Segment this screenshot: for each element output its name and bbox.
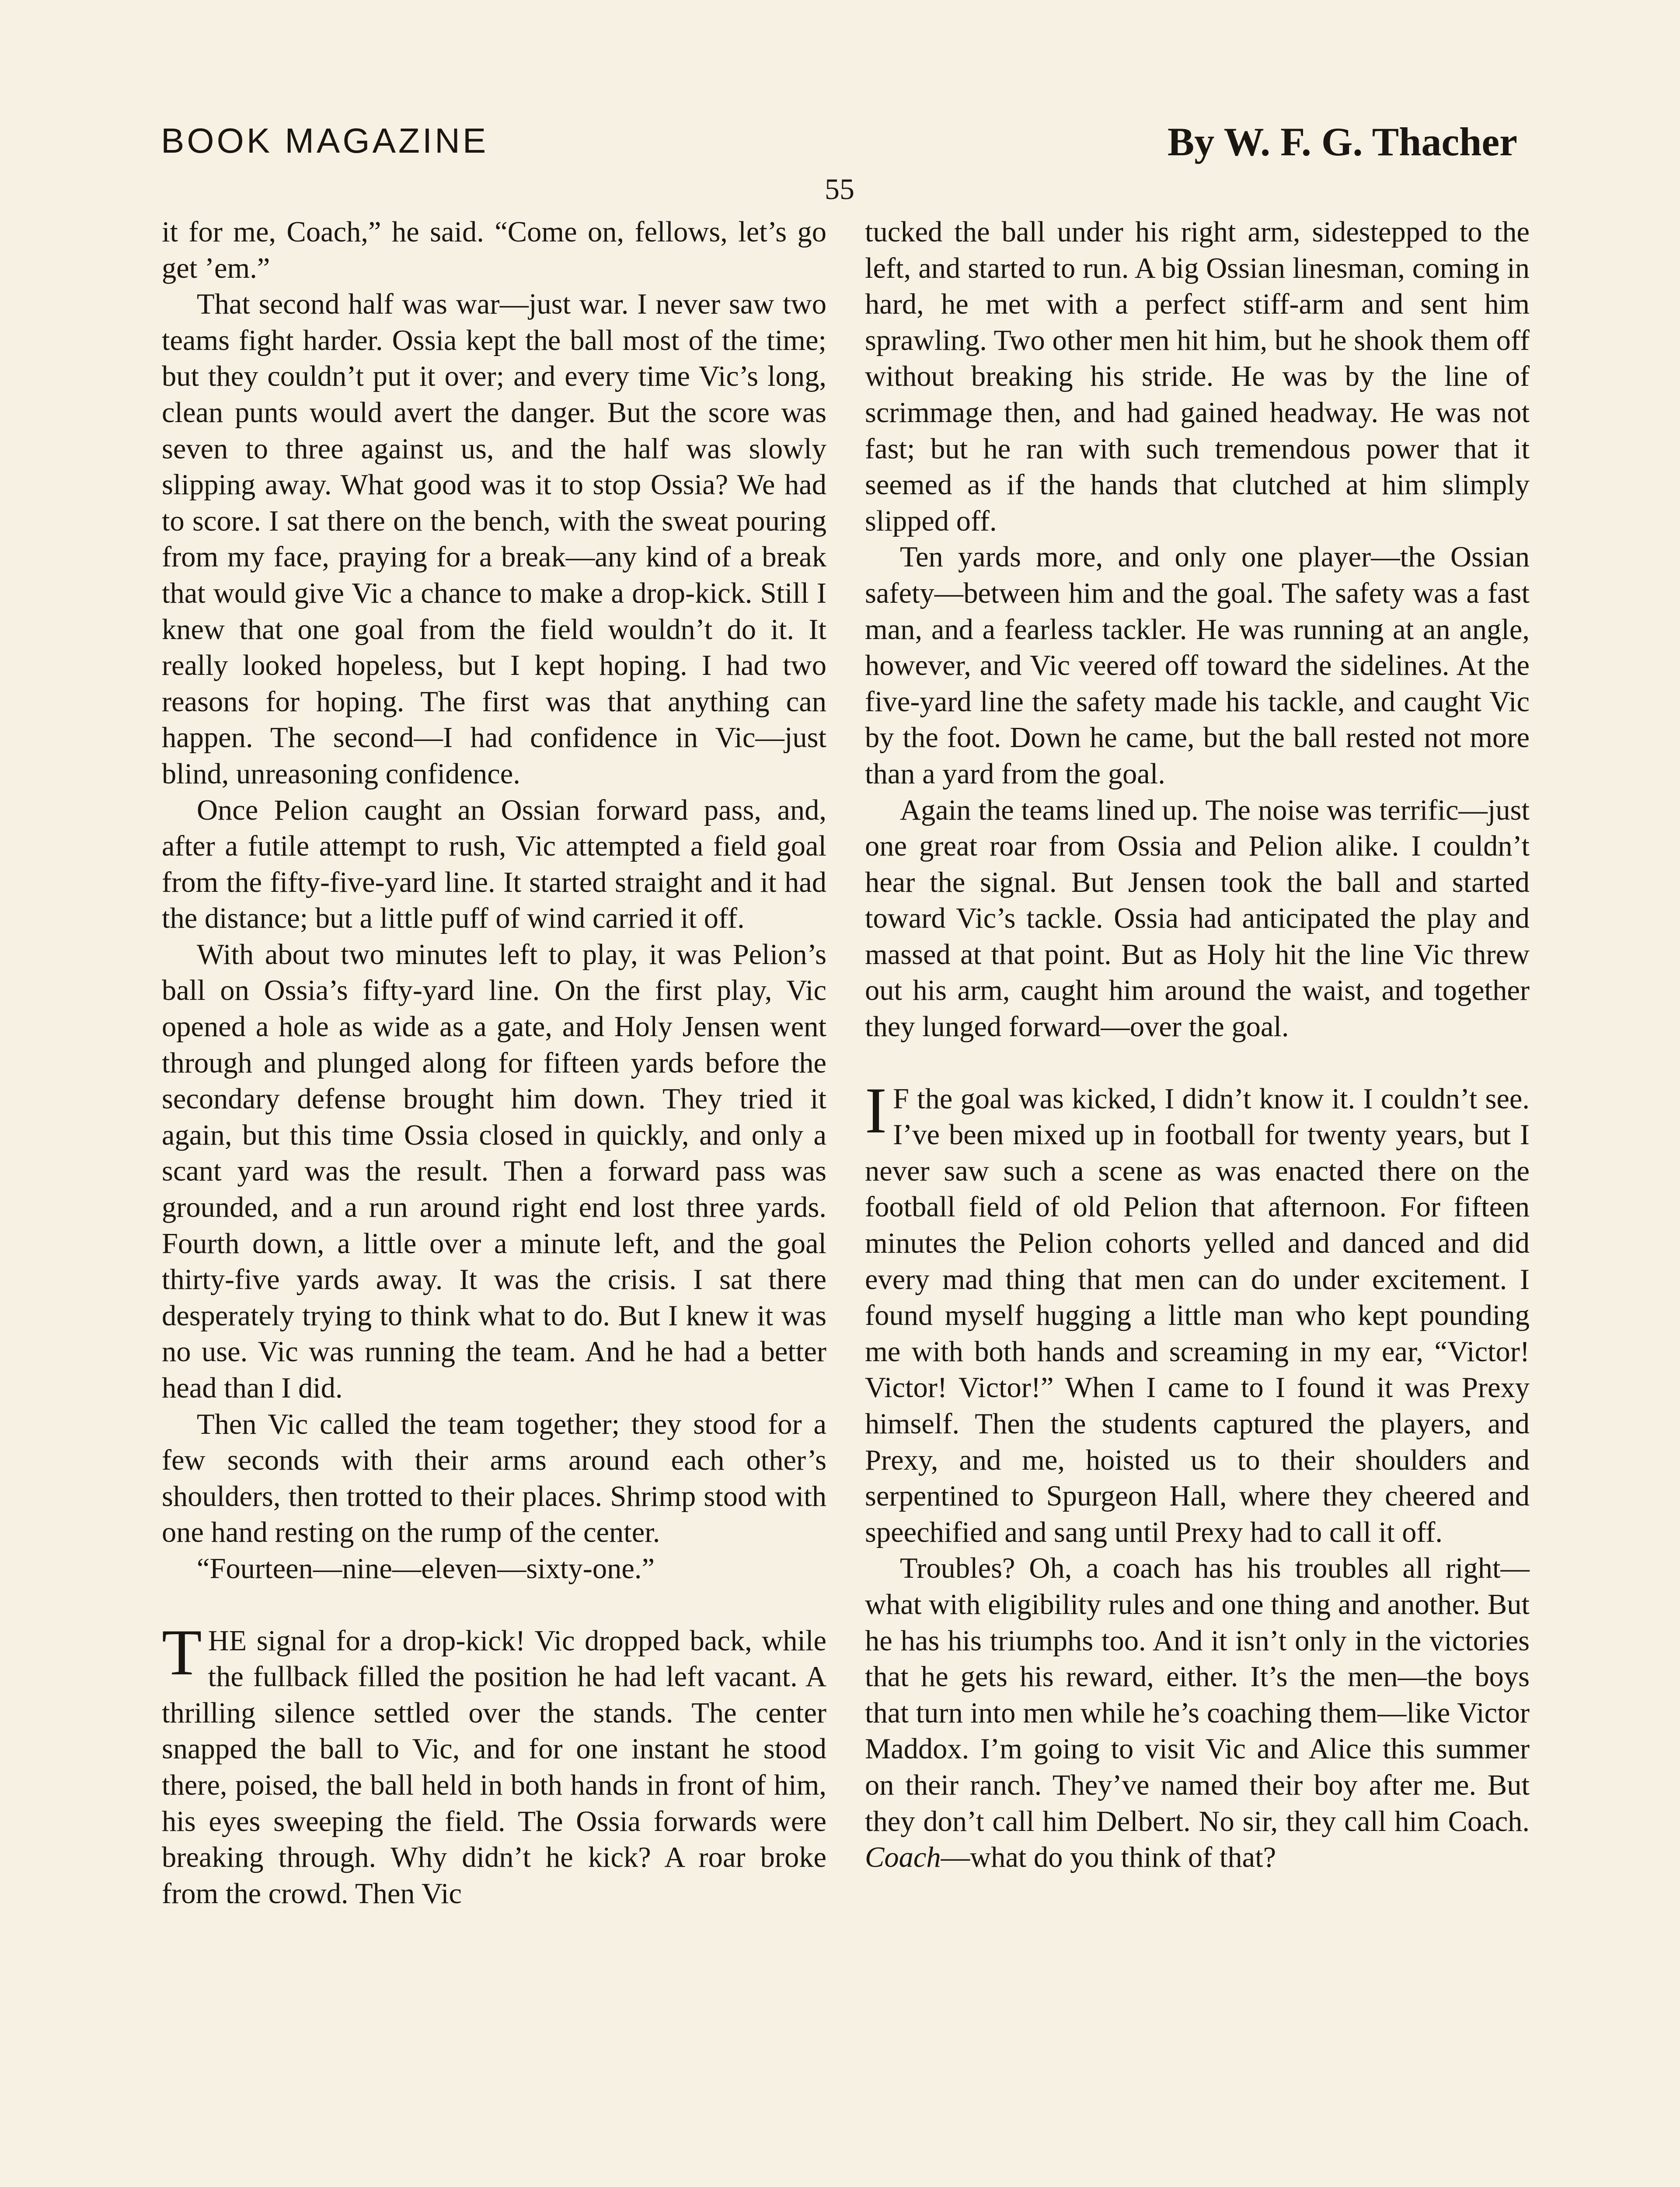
drop-cap: T	[162, 1616, 202, 1689]
final-paragraph	[865, 1551, 1530, 1876]
paragraph: Again the teams lined up. The noise was terrific—just one great roar from Ossia and Pelion alike. I couldn’t hear the signal. But Jensen took the ball and started toward Vic’s tackle. Ossia had anticipated the play and massed at that point. But as Holy hit the line Vic threw out his arm, caught him around the waist, and together they lunged forward—over the goal.	[865, 794, 1530, 1043]
paragraph: tucked the ball under his right arm, sidestepped to the left, and started to run. A big Ossian linesman, coming in hard, he met with a perfect stiff-arm and sent him sprawling. Two other men hit him, but he shook them off without breaking his stride. He was by the line of scrimmage then, and had gained headway. He was not fast; but he ran with such tremendous power that it seemed as if the hands that clutched at him slimply slipped off.	[865, 216, 1530, 537]
paragraph: “Fourteen—nine—eleven—sixty-one.”	[197, 1552, 655, 1585]
section-paragraph	[865, 1074, 1530, 1551]
paragraph: Then Vic called the team together; they stood for a few seconds with their arms around each other’s shoulders, then trotted to their places. Shrimp stood with one hand resting on the rump of the center.	[162, 1408, 826, 1549]
final-text: Troubles? Oh, a coach has his troubles all right—what with eligibility rules and one thing and another. But he has his triumphs too. And it isn’t only in the victories that he gets his reward, either. It’s the men—the boys that turn into men while he’s coaching them—like Victor Maddox. I’m going to visit Vic and Alice this summer on their ranch. They’ve named their boy after me. But they don’t call him Delbert. No sir, they call him Coach.	[865, 1552, 1530, 1838]
right-column	[865, 214, 1530, 1876]
magazine-title: BOOK MAGAZINE	[161, 121, 489, 160]
section-text: F the goal was kicked, I didn’t know it. I couldn’t see. I’ve been mixed up in football for twenty years, but I never saw such a scene as was enacted there on the football field of old Pelion that afternoon. For fifteen minutes the Pelion cohorts yelled and danced and did every mad thing that men can do under excitement. I found myself hugging a little man who kept pounding me with both hands and screaming in my ear, “Victor! Victor! Victor!” When I came to I found it was Prexy himself. Then the students captured the players, and Prexy, and me, hoisted us to their shoulders and serpentined to Spurgeon Hall, where they cheered and speechified and sang until Prexy had to call it off.	[865, 1083, 1530, 1548]
section-text: HE signal for a drop-kick! Vic dropped back, while the fullback filled the position he had left vacant. A thrilling silence settled over the stands. The center snapped the ball to Vic, and for one instant he stood there, poised, the ball held in both hands in front of him, his eyes sweeping the field. The Ossia forwards were breaking through. Why didn’t he kick? A roar broke from the crowd. Then Vic	[162, 1625, 826, 1910]
paragraph: With about two minutes left to play, it was Pelion’s ball on Ossia’s fifty-yard line. On the first play, Vic opened a hole as wide as a gate, and Holy Jensen went through and plunged along for fifteen yards before the secondary defense brought him down. They tried it again, but this time Ossia closed in quickly, and only a scant yard was the result. Then a forward pass was grounded, and a run around right end lost three yards. Fourth down, a little over a minute left, and the goal thirty-five yards away. It was the crisis. I sat there desperately trying to think what to do. But I knew it was no use. Vic was running the team. And he had a better head than I did.	[162, 938, 826, 1404]
page-number: 55	[825, 172, 854, 206]
author-byline: By W. F. G. Thacher	[1167, 119, 1517, 164]
left-column	[162, 214, 826, 1912]
paragraph: it for me, Coach,” he said. “Come on, fellows, let’s go get ’em.”	[162, 216, 826, 284]
italic-word: Coach	[865, 1841, 941, 1874]
paragraph: Ten yards more, and only one player—the Ossian safety—between him and the goal. The safety was a fast man, and a fearless tackler. He was running at an angle, however, and Vic veered off toward the sidelines. At the five-yard line the safety made his tackle, and caught Vic by the foot. Down he came, but the ball rested not more than a yard from the goal.	[865, 541, 1530, 790]
drop-cap: I	[865, 1074, 887, 1147]
section-paragraph	[162, 1616, 826, 1912]
final-ending: —what do you think of that?	[941, 1841, 1276, 1874]
paragraph: That second half was war—just war. I never saw two teams fight harder. Ossia kept the ball most of the time; but they couldn’t put it over; and every time Vic’s long, clean punts would avert the danger. But the score was seven to three against us, and the half was slowly slipping away. What good was it to stop Ossia? We had to score. I sat there on the bench, with the sweat pouring from my face, praying for a break—any kind of a break that would give Vic a chance to make a drop-kick. Still I knew that one goal from the field wouldn’t do it. It really looked hopeless, but I kept hoping. I had two reasons for hoping. The first was that anything can happen. The second—I had confidence in Vic—just blind, unreasoning confidence.	[162, 288, 826, 790]
paragraph: Once Pelion caught an Ossian forward pass, and, after a futile attempt to rush, Vic attempted a field goal from the fifty-five-yard line. It started straight and it had the distance; but a little puff of wind carried it off.	[162, 794, 826, 935]
